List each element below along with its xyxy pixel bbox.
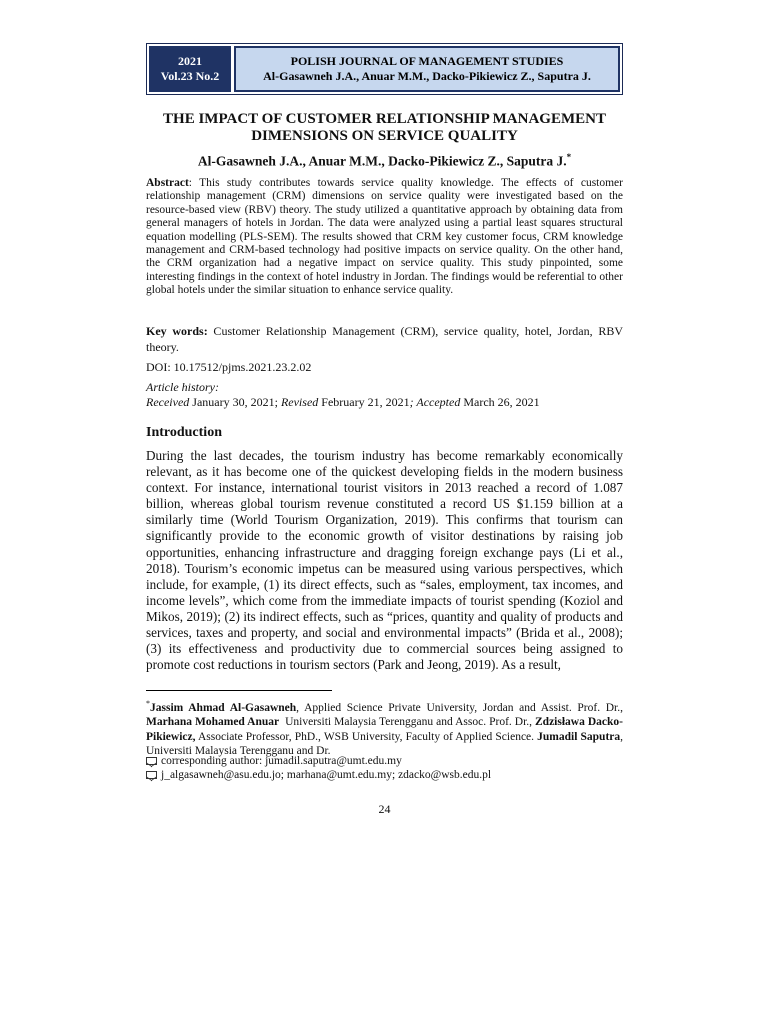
title-line-2: DIMENSIONS ON SERVICE QUALITY: [251, 128, 518, 144]
author-footnote-mark: *: [566, 152, 572, 162]
author-names: Al-Gasawneh J.A., Anuar M.M., Dacko-Pikiewicz Z., Saputra J.: [197, 153, 567, 169]
page-number: 24: [378, 802, 391, 816]
footnote-affiliation-4: , Universiti Malaysia Terengganu and Dr.: [146, 730, 623, 758]
history-label: Article history:: [146, 380, 219, 394]
journal-name: POLISH JOURNAL OF MANAGEMENT STUDIES: [290, 54, 564, 68]
footnote-author-1: Jassim Ahmad Al-Gasawneh: [150, 701, 297, 714]
abstract-label: Abstract: [146, 177, 189, 189]
keywords-text: Customer Relationship Management (CRM), service quality, hotel, Jordan, RBV theory.: [146, 324, 623, 354]
volume-box: [149, 46, 231, 92]
footnote-affiliation-1: , Applied Science Private University, Jordan and Assist. Prof. Dr.,: [296, 701, 623, 714]
introduction-body: During the last decades, the tourism industry has become remarkably economically relevant, as it has become one of the quickest developing fields in the modern business context. For instance, international tourist visitors in 2013 reached a record of 1.087 billion, whereas global tourism revenue constituted a record US $1.159 billion at a similarly time (World Tourism Organization, 2019). This confirms that tourism can significantly provide to the economic growth of visitor destinations by raising job opportunities, enhancing infrastructure and dragging foreign exchange pays (Li et al., 2018). Tourism’s economic impetus can be measured using various perspectives, which include, for example, (1) its direct effects, such as “sales, employment, tax incomes, and income levels”, which come from the immediate impacts of tourist spending (Koziol and Mikos, 2019); (2) its indirect effects, such as “prices, quantity and quality of products and services, taxes and property, and social and environmental impacts” (Brida et al., 2008); (3) its effectiveness and productivity due to commercial sources being assigned to promote cost reductions in tourism sectors (Park and Jeong, 2019). As a result,: [146, 448, 623, 673]
header-authors: Al-Gasawneh J.A., Anuar M.M., Dacko-Pikiewicz Z., Saputra J.: [263, 69, 591, 83]
revised-date: February 21, 2021: [318, 395, 410, 409]
corresponding-email-line: [146, 754, 402, 768]
author-footnote: [146, 697, 623, 759]
title-line-1: THE IMPACT OF CUSTOMER RELATIONSHIP MANAGEMENT: [163, 111, 606, 127]
revised-label: Revised: [280, 395, 319, 409]
keywords: [146, 323, 623, 355]
doi: DOI: 10.17512/pjms.2021.23.2.02: [146, 360, 312, 374]
section-heading-introduction: Introduction: [146, 425, 222, 440]
envelope-icon: [146, 771, 157, 779]
header-volume: Vol.23 No.2: [160, 69, 220, 83]
keywords-label: Key words:: [146, 324, 208, 338]
journal-header: [146, 43, 623, 95]
received-date: January 30, 2021;: [189, 395, 281, 409]
accepted-label: ; Accepted: [409, 395, 461, 409]
footnote-author-3: Zdzisława Dacko-Pikiewicz,: [146, 716, 623, 743]
article-history: [146, 380, 540, 410]
author-emails-line: [146, 768, 491, 782]
footnote-affiliation-2: Universiti Malaysia Terengganu and Assoc. Prof. Dr.,: [279, 716, 536, 729]
paper-title: [146, 111, 623, 145]
author-line: [146, 152, 623, 170]
footnote-mark: *: [146, 699, 150, 708]
footnote-author-4: Jumadil Saputra: [537, 730, 621, 743]
abstract: [146, 177, 623, 298]
header-year: 2021: [178, 54, 202, 68]
footnote-divider: [146, 690, 332, 691]
footnote-author-2: Marhana Mohamed Anuar: [146, 716, 280, 729]
corresponding-email: corresponding author: jumadil.saputra@umt.edu.my: [161, 755, 402, 767]
abstract-text: : This study contributes towards service quality knowledge. The effects of customer relationship management (CRM) dimensions on service quality were investigated based on the resource-based view (RBV) theory. The study utilized a quantitative approach by obtaining data from general managers of hotels in Jordan. The data were analyzed using a partial least squares structural equation modelling (PLS-SEM). The results showed that CRM key customer focus, CRM knowledge management and CRM-based technology had positive impacts on service quality. On the other hand, the CRM organization had a negative impact on service quality. This study pinpointed, some interesting findings in the context of hotel industry in Jordan. The findings would be referential to other global hotels under the similar situation to enhance service quality.: [146, 177, 623, 297]
journal-box: [234, 46, 620, 92]
footnote-affiliation-3: Associate Professor, PhD., WSB University, Faculty of Applied Science.: [195, 730, 538, 743]
envelope-icon: [146, 757, 157, 765]
author-emails: j_algasawneh@asu.edu.jo; marhana@umt.edu.my; zdacko@wsb.edu.pl: [161, 769, 492, 781]
received-label: Received: [146, 395, 190, 409]
accepted-date: March 26, 2021: [460, 395, 540, 409]
